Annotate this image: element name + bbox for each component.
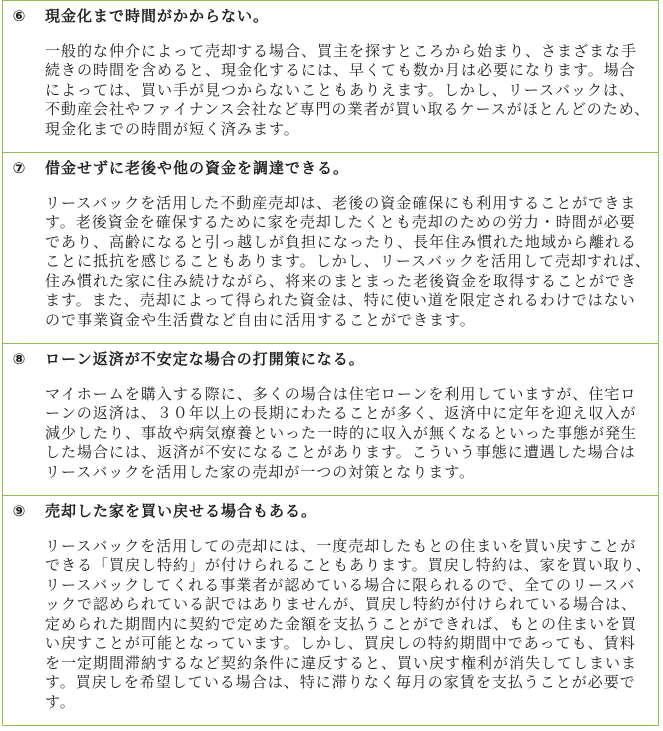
body-line: リースバックを活用しての売却には、一度売却したもとの住まいを買い戻すことが <box>45 536 637 555</box>
body-line: した場合には、返済が不安になることがあります。こういう事態に遭遇した場合は <box>45 443 636 461</box>
body-line: す。買戻しを希望している場合は、特に滞りなく毎月の家賃を支払うことが必要で <box>45 673 636 691</box>
section-number: ⑧ <box>12 350 26 368</box>
body-line: 続きの時間を含めると、現金化するには、早くても数か月は必要になります。場合 <box>45 61 636 79</box>
section-7 <box>2 152 659 344</box>
body-line: ことに抵抗を感じることもあります。しかし、リースバックを活用して売却すれば、 <box>45 252 652 270</box>
body-line: 不動産会社やファイナンス会社など専門の業者が買い取るケースがほとんどのため、 <box>45 100 651 118</box>
section-header <box>3 350 658 370</box>
body-line: リースバックを活用した不動産売却は、老後の資金確保にも利用することができま <box>45 193 637 212</box>
section-body <box>3 194 658 331</box>
body-line: によっては、買い手が見つからないこともありえます。しかし、リースバックは、 <box>45 80 636 99</box>
body-line: 減少したり、事故や病気療養といった一時的に収入が無くなるといった事態が発生 <box>45 423 638 442</box>
section-body <box>3 385 658 483</box>
section-title: 売却した家を買い戻せる場合もある。 <box>45 502 318 520</box>
section-number: ⑦ <box>12 159 26 177</box>
body-line: 定められた期間内に契約で定めた金額を支払うことができれば、もとの住まいを買 <box>45 614 638 633</box>
body-line: 住み慣れた家に住み続けながら、将来のまとまった老後資金を取得することができ <box>45 271 638 290</box>
body-line: リースバックを活用した家の売却が一つの対策となります。 <box>45 462 476 481</box>
section-title: 現金化まで時間がかからない。 <box>45 7 270 25</box>
section-header <box>3 502 658 522</box>
body-line: ーンの返済は、３０年以上の長期にわたることが多く、返済中に定年を迎え収入が <box>45 404 637 422</box>
section-9 <box>2 495 659 726</box>
body-line: ので事業資金や生活費など自由に活用することができます。 <box>45 310 476 329</box>
body-line: す。 <box>45 692 76 711</box>
body-line: 一般的な仲介によって売却する場合、買主を探すところから始まり、さまざまな手 <box>45 41 638 60</box>
section-number: ⑥ <box>12 7 26 25</box>
body-line: 現金化までの時間が短く済みます。 <box>45 119 300 138</box>
body-line: い戻すことが可能となっています。しかし、買戻しの特約期間中であっても、賃料 <box>45 634 636 652</box>
body-line: であり、高齢になると引っ越しが負担になったり、長年住み慣れた地域から離れる <box>45 232 638 251</box>
body-line: ックで認められている訳ではありませんが、買戻し特約が付けられている場合は、 <box>45 595 638 613</box>
body-line: を一定期間滞納するなど契約条件に違反すると、買い戻す権利が消失してしまいま <box>45 653 638 672</box>
section-title: 借金せずに老後や他の資金を調達できる。 <box>45 159 350 177</box>
section-6 <box>2 0 659 153</box>
section-header <box>3 7 658 27</box>
section-number: ⑨ <box>12 502 26 520</box>
body-line: ます。また、売却によって得られた資金は、特に使い道を限定されるわけではない <box>45 291 636 309</box>
body-line: できる「買戻し特約」が付けられることもあります。買戻し特約は、家を買い取り、 <box>45 556 652 574</box>
section-body <box>3 42 658 140</box>
body-line: す。老後資金を確保するために家を売却したくとも売却のための労力・時間が必要 <box>45 213 636 231</box>
section-header <box>3 159 658 179</box>
body-line: マイホームを購入する際に、多くの場合は住宅ローンを利用していますが、住宅ロ <box>45 384 637 403</box>
document <box>2 0 659 726</box>
section-title: ローン返済が不安定な場合の打開策になる。 <box>45 350 365 368</box>
section-body <box>3 537 658 713</box>
section-8 <box>2 343 659 496</box>
body-line: リースバックしてくれる事業者が認めている場合に限られるので、全てのリースバ <box>45 575 636 594</box>
